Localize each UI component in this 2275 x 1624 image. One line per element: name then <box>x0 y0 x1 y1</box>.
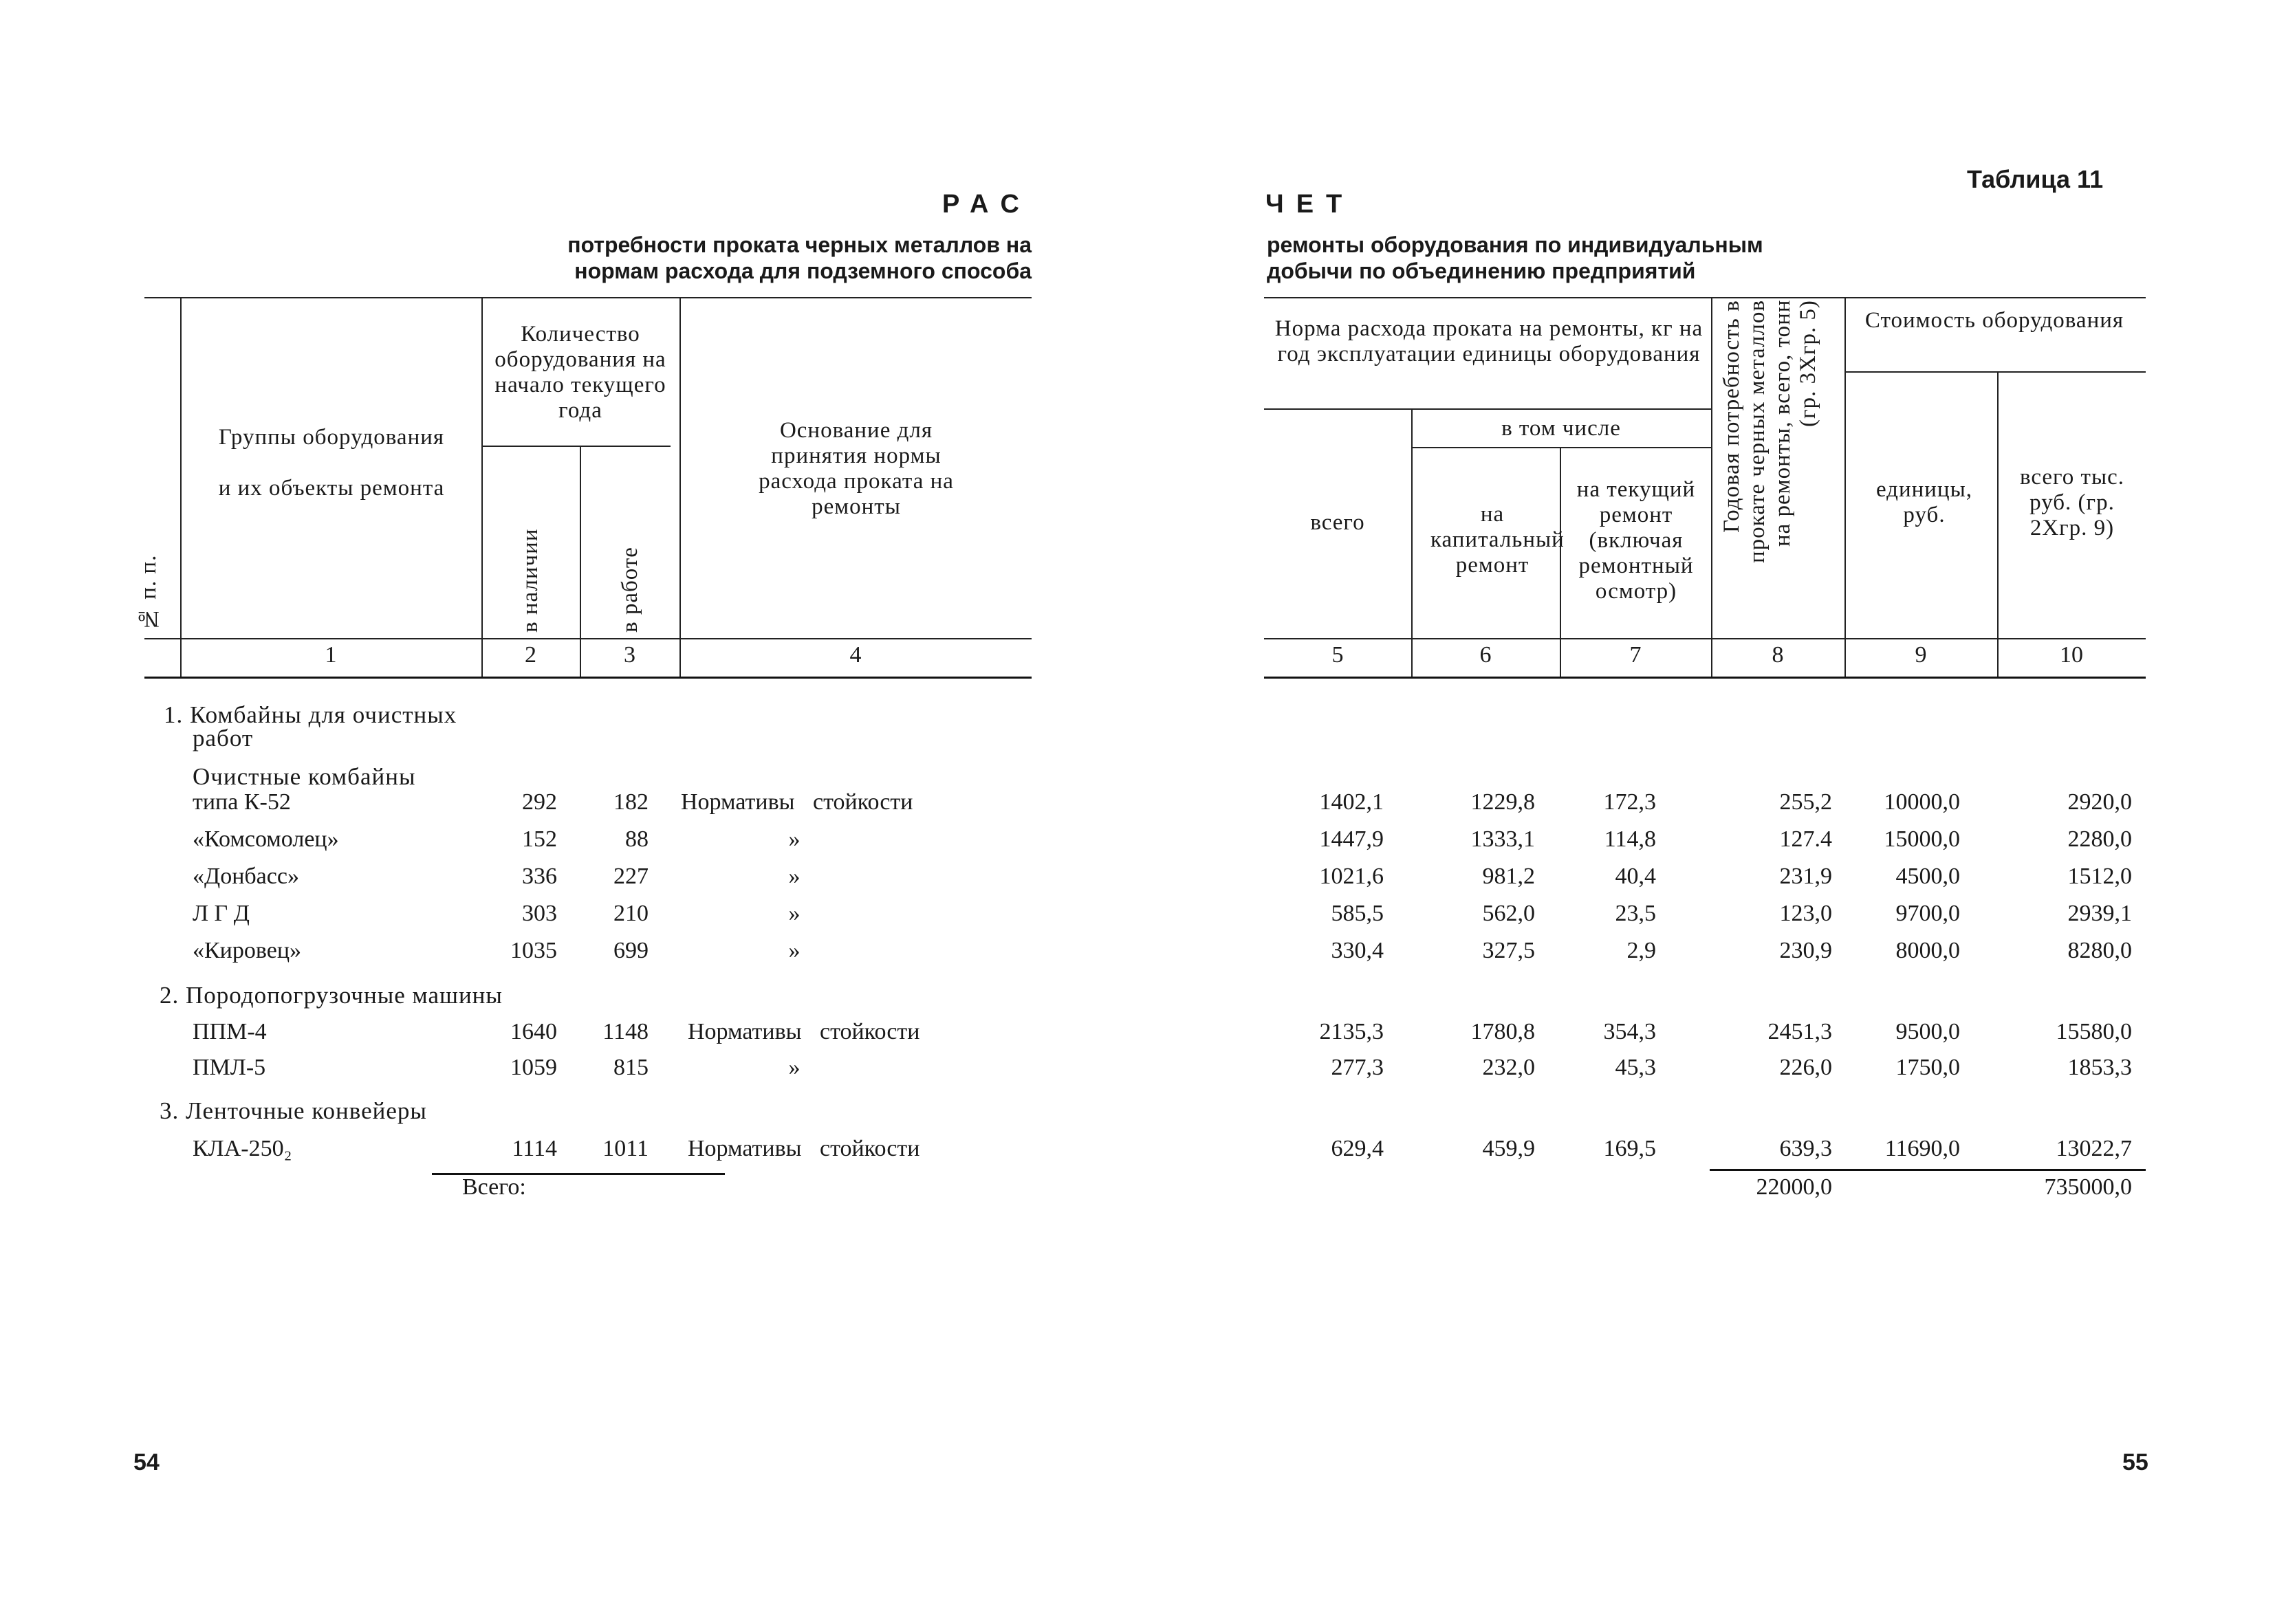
row-5-sum: 8280,0 <box>2067 938 2132 963</box>
row-8-basis: Нормативы стойкости <box>688 1136 920 1161</box>
row-5-cap: 327,5 <box>1482 938 1535 963</box>
row-8-total: 629,4 <box>1331 1136 1384 1161</box>
col-number-4: 4 <box>849 642 862 668</box>
row-3-unit: 4500,0 <box>1895 864 1960 889</box>
row-1-stock: 292 <box>522 789 557 815</box>
row-2-stock: 152 <box>522 826 557 852</box>
row-4-basis: » <box>788 901 801 926</box>
group-1-subtitle: Очистные комбайны <box>193 763 416 790</box>
row-7-work: 815 <box>613 1055 649 1080</box>
header-unit: единицы, руб. <box>1875 477 1973 527</box>
header-top-rule-left <box>144 297 1032 298</box>
row-5-work: 699 <box>613 938 649 963</box>
header-annual-4: (гр. 3Xгр. 5) <box>1796 300 1820 427</box>
row-4-sum: 2939,1 <box>2067 901 2132 926</box>
header-annual-3: на ремонты, всего, тонн <box>1770 300 1795 547</box>
row-7-annual: 226,0 <box>1779 1055 1832 1080</box>
group-2-title: 2. Породопогрузочные машины <box>160 982 503 1009</box>
row-5-basis: » <box>788 938 801 963</box>
col-number-1: 1 <box>325 642 337 668</box>
row-7-cap: 232,0 <box>1482 1055 1535 1080</box>
header-basis: Основание для принятия нормы расхода проката на ремонты <box>759 418 954 519</box>
row-1-sum: 2920,0 <box>2067 789 2132 815</box>
col-number-5: 5 <box>1331 642 1344 668</box>
header-bottom-rule-left <box>144 677 1032 679</box>
subtitle-right-1: ремонты оборудования по индивидуальным <box>1267 232 1763 257</box>
row-5-name: «Кировец» <box>193 938 302 963</box>
page-number-right: 55 <box>2122 1449 2148 1475</box>
col-number-6: 6 <box>1479 642 1492 668</box>
row-6-annual: 2451,3 <box>1767 1019 1832 1044</box>
row-5-total: 330,4 <box>1331 938 1384 963</box>
subtitle-left-2: нормам расхода для подземного способа <box>574 259 1032 283</box>
row-6-basis: Нормативы стойкости <box>688 1019 920 1044</box>
title-left: РАС <box>942 190 1032 219</box>
header-capital: на капитальный ремонт <box>1430 502 1565 578</box>
header-mid-rule-right <box>1264 638 2146 639</box>
vline-total <box>1411 408 1413 677</box>
header-in-work: в работе <box>618 547 642 633</box>
row-2-work: 88 <box>625 826 649 852</box>
row-8-unit: 11690,0 <box>1884 1136 1960 1161</box>
totals-label: Всего: <box>462 1174 526 1200</box>
row-2-basis: » <box>788 826 801 852</box>
vline-unit <box>1997 371 1999 677</box>
row-6-cur: 354,3 <box>1603 1019 1656 1044</box>
vline-annual <box>1844 297 1846 677</box>
row-2-total: 1447,9 <box>1319 826 1384 852</box>
row-7-total: 277,3 <box>1331 1055 1384 1080</box>
subtitle-right-2: добычи по объединению предприятий <box>1267 259 1696 283</box>
row-7-cur: 45,3 <box>1615 1055 1656 1080</box>
col-number-9: 9 <box>1915 642 1927 668</box>
row-4-annual: 123,0 <box>1779 901 1832 926</box>
row-3-sum: 1512,0 <box>2067 864 2132 889</box>
col-number-7: 7 <box>1629 642 1642 668</box>
totals-sum: 735000,0 <box>2044 1174 2132 1200</box>
row-1-cur: 172,3 <box>1603 789 1656 815</box>
row-1-work: 182 <box>613 789 649 815</box>
row-4-stock: 303 <box>522 901 557 926</box>
row-1-cap: 1229,8 <box>1470 789 1535 815</box>
row-2-cap: 1333,1 <box>1470 826 1535 852</box>
header-num: № п. п. <box>136 554 161 631</box>
row-4-name: Л Г Д <box>193 901 250 926</box>
row-7-basis: » <box>788 1055 801 1080</box>
header-total: всего <box>1310 510 1365 535</box>
row-7-name: ПМЛ-5 <box>193 1055 266 1080</box>
row-5-annual: 230,9 <box>1779 938 1832 963</box>
row-8-sum: 13022,7 <box>2056 1136 2132 1161</box>
row-5-cur: 2,9 <box>1626 938 1656 963</box>
row-3-name: «Донбасс» <box>193 864 299 889</box>
row-3-annual: 231,9 <box>1779 864 1832 889</box>
row-8-cap: 459,9 <box>1482 1136 1535 1161</box>
page-number-left: 54 <box>133 1449 160 1475</box>
row-4-unit: 9700,0 <box>1895 901 1960 926</box>
header-groups-2: и их объекты ремонта <box>218 476 445 501</box>
table-label: Таблица 11 <box>1967 165 2104 193</box>
header-in-stock: в наличии <box>518 528 543 633</box>
row-4-cap: 562,0 <box>1482 901 1535 926</box>
row-2-annual: 127.4 <box>1779 826 1832 852</box>
row-5-unit: 8000,0 <box>1895 938 1960 963</box>
row-6-stock: 1640 <box>510 1019 557 1044</box>
row-6-unit: 9500,0 <box>1895 1019 1960 1044</box>
row-3-cur: 40,4 <box>1615 864 1656 889</box>
header-including: в том числе <box>1501 416 1621 441</box>
title-right: ЧЕТ <box>1265 190 1355 219</box>
subtitle-left-1: потребности проката черных металлов на <box>567 232 1032 257</box>
totals-rule-right <box>1710 1169 2146 1171</box>
header-current: на текущий ремонт (включая ремонтный осмотр) <box>1576 477 1696 604</box>
row-6-work: 1148 <box>602 1019 649 1044</box>
row-8-annual: 639,3 <box>1779 1136 1832 1161</box>
row-4-total: 585,5 <box>1331 901 1384 926</box>
vline-num <box>180 297 182 677</box>
row-7-stock: 1059 <box>510 1055 557 1080</box>
row-6-name: ППМ-4 <box>193 1019 267 1044</box>
row-3-total: 1021,6 <box>1319 864 1384 889</box>
row-3-basis: » <box>788 864 801 889</box>
group-1-title: 1. Комбайны для очистных <box>164 701 457 728</box>
header-annual-1: Годовая потребность в <box>1719 300 1744 533</box>
row-1-unit: 10000,0 <box>1884 789 1960 815</box>
row-6-total: 2135,3 <box>1319 1019 1384 1044</box>
cost-sub-rule <box>1844 371 2146 373</box>
row-2-sum: 2280,0 <box>2067 826 2132 852</box>
header-cost: Стоимость оборудования <box>1864 308 2124 333</box>
group-1-title-cont: работ <box>193 725 254 751</box>
row-2-name: «Комсомолец» <box>193 826 339 852</box>
header-mid-rule-left <box>144 638 1032 639</box>
header-cost-total: всего тыс. руб. (гр. 2Xгр. 9) <box>2019 465 2125 540</box>
row-3-cap: 981,2 <box>1482 864 1535 889</box>
header-annual-2: прокате черных металлов <box>1745 300 1770 563</box>
header-norm: Норма расхода проката на ремонты, кг на год эксплуатации единицы оборудования <box>1274 316 1703 366</box>
vline-work <box>679 297 681 677</box>
row-8-name: КЛА-250₂ <box>193 1136 292 1161</box>
vline-groups <box>481 297 483 677</box>
vline-cur <box>1711 297 1712 677</box>
row-7-unit: 1750,0 <box>1895 1055 1960 1080</box>
header-qty: Количество оборудования на начало текущего года <box>494 322 666 423</box>
header-bottom-rule-right <box>1264 677 2146 679</box>
group-3-title: 3. Ленточные конвейеры <box>160 1097 427 1124</box>
row-1-annual: 255,2 <box>1779 789 1832 815</box>
row-4-cur: 23,5 <box>1615 901 1656 926</box>
header-top-rule-right <box>1264 297 2146 298</box>
including-sub-rule <box>1411 447 1711 448</box>
row-6-sum: 15580,0 <box>2056 1019 2132 1044</box>
row-1-name: типа К-52 <box>193 789 291 815</box>
row-3-stock: 336 <box>522 864 557 889</box>
row-8-cur: 169,5 <box>1603 1136 1656 1161</box>
norm-sub-rule <box>1264 408 1711 410</box>
row-8-stock: 1114 <box>512 1136 557 1161</box>
row-2-cur: 114,8 <box>1604 826 1656 852</box>
totals-annual: 22000,0 <box>1756 1174 1832 1200</box>
col-number-10: 10 <box>2060 642 2083 668</box>
qty-sub-rule <box>481 446 671 447</box>
row-1-basis: Нормативы стойкости <box>681 789 913 815</box>
row-5-stock: 1035 <box>510 938 557 963</box>
row-2-unit: 15000,0 <box>1884 826 1960 852</box>
header-groups-1: Группы оборудования <box>218 425 445 450</box>
row-6-cap: 1780,8 <box>1470 1019 1535 1044</box>
col-number-2: 2 <box>525 642 536 668</box>
row-7-sum: 1853,3 <box>2067 1055 2132 1080</box>
row-4-work: 210 <box>613 901 649 926</box>
col-number-8: 8 <box>1772 642 1784 668</box>
row-1-total: 1402,1 <box>1319 789 1384 815</box>
row-3-work: 227 <box>613 864 649 889</box>
row-8-work: 1011 <box>602 1136 649 1161</box>
col-number-3: 3 <box>624 642 635 668</box>
